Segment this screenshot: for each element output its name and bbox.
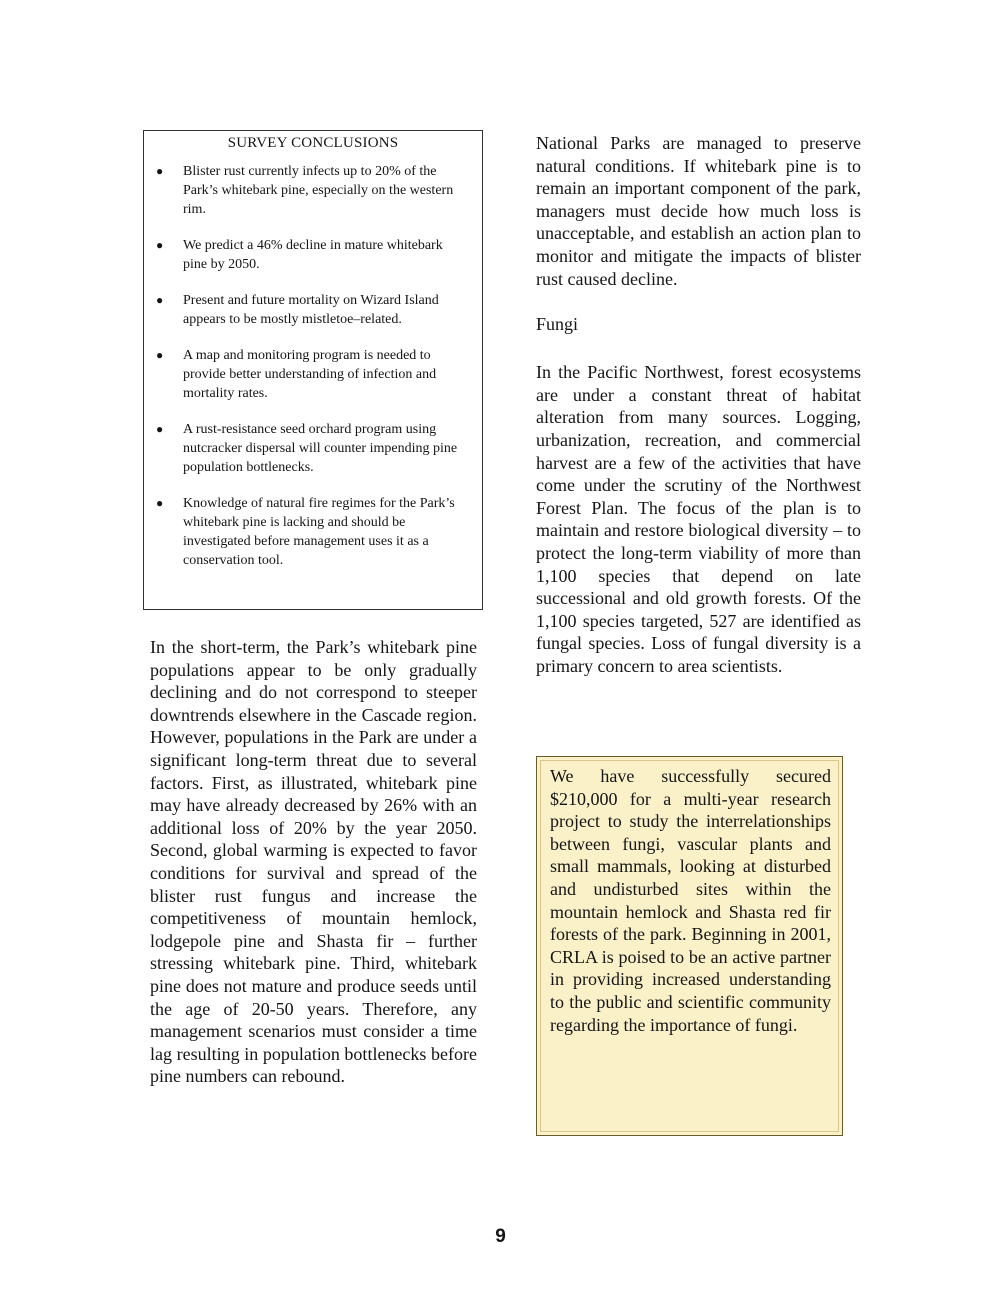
list-item [156, 346, 470, 403]
survey-title: SURVEY CONCLUSIONS [227, 135, 399, 151]
bullet-icon: ● [156, 238, 164, 252]
conclusion-text: A map and monitoring program is needed to provide better understanding of infection and mortality rates. [183, 348, 437, 401]
list-item [156, 162, 470, 219]
callout-text: We have successfully secured $210,000 for a multi-year research project to study the interrelationships between fungi, vascular plants and small mammals, looking at disturbed and undisturbed sites within the mountain hemlock and Shasta red fir forests of the park. Beginning in 2001, CRLA is poised to be an active partner in providing increased understanding to the public and scientific community regarding the importance of fungi. [550, 766, 831, 1035]
bullet-icon: ● [156, 164, 164, 178]
list-item [156, 494, 470, 570]
bullet-icon: ● [156, 348, 164, 362]
conclusion-text: A rust-resistance seed orchard program using nutcracker dispersal will counter impending pine population bottlenecks. [183, 422, 458, 475]
research-callout-box [536, 756, 843, 1136]
bullet-icon: ● [156, 496, 164, 510]
fungi-paragraph: In the Pacific Northwest, forest ecosystems are under a constant threat of habitat alteration from many sources. Logging, urbanization, recreation, and commercial harvest are a few of the activities that have come under the scrutiny of the Northwest Forest Plan. The focus of the plan is to maintain and restore biological diversity – to protect the long-term viability of more than 1,100 species that depend on late successional and old growth forests. Of the 1,100 species targeted, 527 are identified as fungal species. Loss of fungal diversity is a primary concern to area scientists. [536, 362, 861, 676]
page-number: 9 [495, 1226, 506, 1247]
survey-conclusions-box [143, 130, 483, 610]
list-item [156, 291, 470, 329]
right-column [536, 132, 861, 677]
bullet-icon: ● [156, 422, 164, 436]
conclusion-text: Blister rust currently infects up to 20% of the Park’s whitebark pine, especially on the western rim. [183, 164, 454, 217]
bullet-icon: ● [156, 293, 164, 307]
list-item [156, 420, 470, 477]
conclusion-text: We predict a 46% decline in mature whitebark pine by 2050. [183, 238, 443, 272]
national-parks-paragraph: National Parks are managed to preserve natural conditions. If whitebark pine is to remain an important component of the park, managers must decide how much loss is unacceptable, and establish an action plan to monitor and mitigate the impacts of blister rust caused decline. [536, 133, 861, 289]
list-item [156, 236, 470, 274]
conclusion-text: Present and future mortality on Wizard Island appears to be mostly mistletoe–related. [183, 293, 439, 327]
fungi-heading: Fungi [536, 314, 579, 335]
survey-conclusions-list [156, 162, 470, 570]
conclusion-text: Knowledge of natural fire regimes for the Park’s whitebark pine is lacking and should be investigated before management uses it as a conservation tool. [183, 496, 455, 568]
whitebark-pine-threat-paragraph: In the short-term, the Park’s whitebark pine populations appear to be only gradually declining and do not correspond to steeper downtrends elsewhere in the Cascade region. However, populations in the Park are under a significant long-term threat due to several factors. First, as illustrated, whitebark pine may have already decreased by 26% with an additional loss of 20% by the year 2050. Second, global warming is expected to favor conditions for survival and spread of the blister rust fungus and increase the competitiveness of mountain hemlock, lodgepole pine and Shasta fir – further stressing whitebark pine. Third, whitebark pine does not mature and produce seeds until the age of 20-50 years. Therefore, any management scenarios must consider a time lag resulting in population bottlenecks before pine numbers can rebound. [150, 637, 477, 1087]
